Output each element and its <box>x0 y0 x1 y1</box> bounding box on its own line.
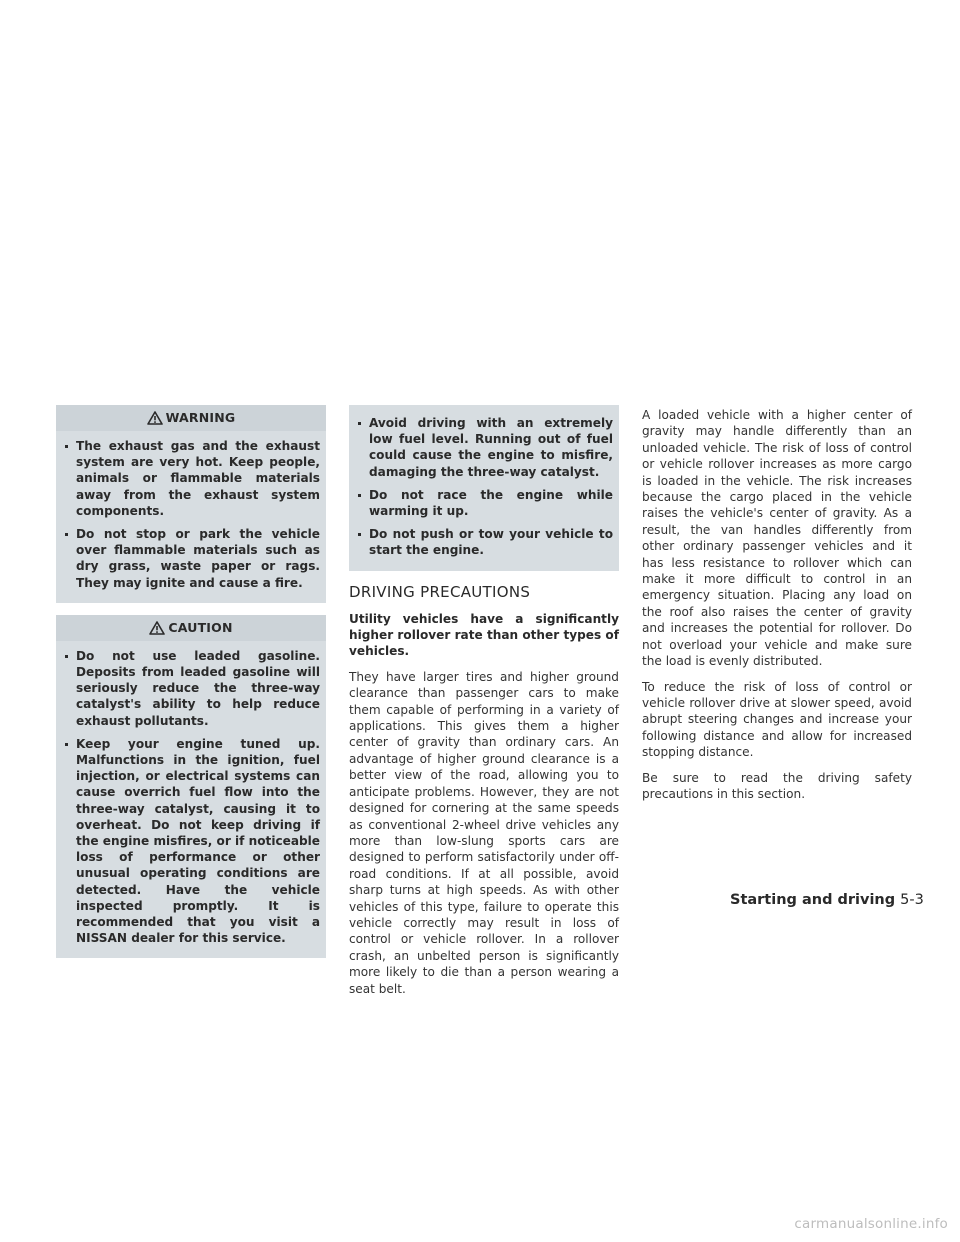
caution-item: Do not race the engine while warming it up. <box>357 487 613 519</box>
warning-triangle-icon <box>147 411 163 425</box>
body-paragraph: They have larger tires and higher ground clearance than passenger cars to make them capable of performing in a variety of applications. This gives them a higher center of gravity than ordinary cars. An advantage of higher ground clearance is a better view of the road, allowing you to anticipate problems. However, they are not designed for cornering at the same speeds as conventional 2-wheel drive vehicles any more than low-slung sports cars are designed to perform satisfactorily under off-road conditions. If at all possible, avoid sharp turns at high speeds. As with other vehicles of this type, failure to operate this vehicle correctly may result in loss of control or vehicle rollover. In a rollover crash, an unbelted person is significantly more likely to die than a person wearing a seat belt. <box>349 669 619 996</box>
caution-item: Keep your engine tuned up. Malfunctions in the ignition, fuel injection, or electrical systems can cause overrich fuel flow into the three-way catalyst, causing it to overheat. Do not keep driving if the engine misfires, or if noticeable loss of performance or other unusual operating conditions are detected. Have the vehicle inspected promptly. It is recommended that you visit a NISSAN dealer for this service. <box>64 736 320 947</box>
caution-list-continued <box>357 415 613 559</box>
footer-section-title: Starting and driving <box>730 892 896 908</box>
caution-item: Do not push or tow your vehicle to start the engine. <box>357 526 613 558</box>
caution-title: CAUTION <box>168 619 233 635</box>
watermark: carmanualsonline.info <box>794 1216 948 1232</box>
section-heading: DRIVING PRECAUTIONS <box>349 582 531 601</box>
right-column <box>642 407 912 811</box>
caution-item: Do not use leaded gasoline. Deposits from leaded gasoline will seriously reduce the three-way catalyst's ability to help reduce exhaust pollutants. <box>64 648 320 729</box>
left-column <box>56 405 326 958</box>
middle-column <box>349 405 619 1006</box>
warning-title: WARNING <box>165 410 236 425</box>
warning-triangle-icon <box>149 621 165 635</box>
page-footer <box>730 892 924 908</box>
lead-paragraph: Utility vehicles have a significantly higher rollover rate than other types of vehicles. <box>349 611 619 659</box>
caution-box-continued <box>349 405 619 571</box>
caution-list <box>64 648 320 947</box>
body-paragraph: Be sure to read the driving safety precautions in this section. <box>642 770 912 801</box>
body-paragraph: To reduce the risk of loss of control or vehicle rollover drive at slower speed, avoid abrupt steering changes and increase your following distance and allow for increased stopping distance. <box>642 679 912 760</box>
warning-item: The exhaust gas and the exhaust system are very hot. Keep people, animals or flammable materials away from the exhaust system components. <box>64 438 320 519</box>
warning-item: Do not stop or park the vehicle over flammable materials such as dry grass, waste paper or rags. They may ignite and cause a fire. <box>64 526 320 591</box>
caution-box <box>56 615 326 959</box>
warning-list <box>64 438 320 591</box>
warning-header <box>56 405 326 431</box>
warning-box <box>56 405 326 603</box>
page-number: 5-3 <box>900 892 924 908</box>
caution-item: Avoid driving with an extremely low fuel level. Running out of fuel could cause the engine to misfire, damaging the three-way catalyst. <box>357 415 613 480</box>
body-paragraph: A loaded vehicle with a higher center of gravity may handle differently than an unloaded vehicle. The risk of loss of control or vehicle rollover increases as more cargo is loaded in the vehicle. The risk increases because the cargo placed in the vehicle raises the vehicle's center of gravity. As a result, the van handles differently from other ordinary passenger vehicles and it has less resistance to rollover which can make it more difficult to control in an emergency situation. Placing any load on the roof also raises the center of gravity and increases the potential for rollover. Do not overload your vehicle and make sure the load is evenly distributed. <box>642 408 912 669</box>
caution-header <box>56 615 326 641</box>
